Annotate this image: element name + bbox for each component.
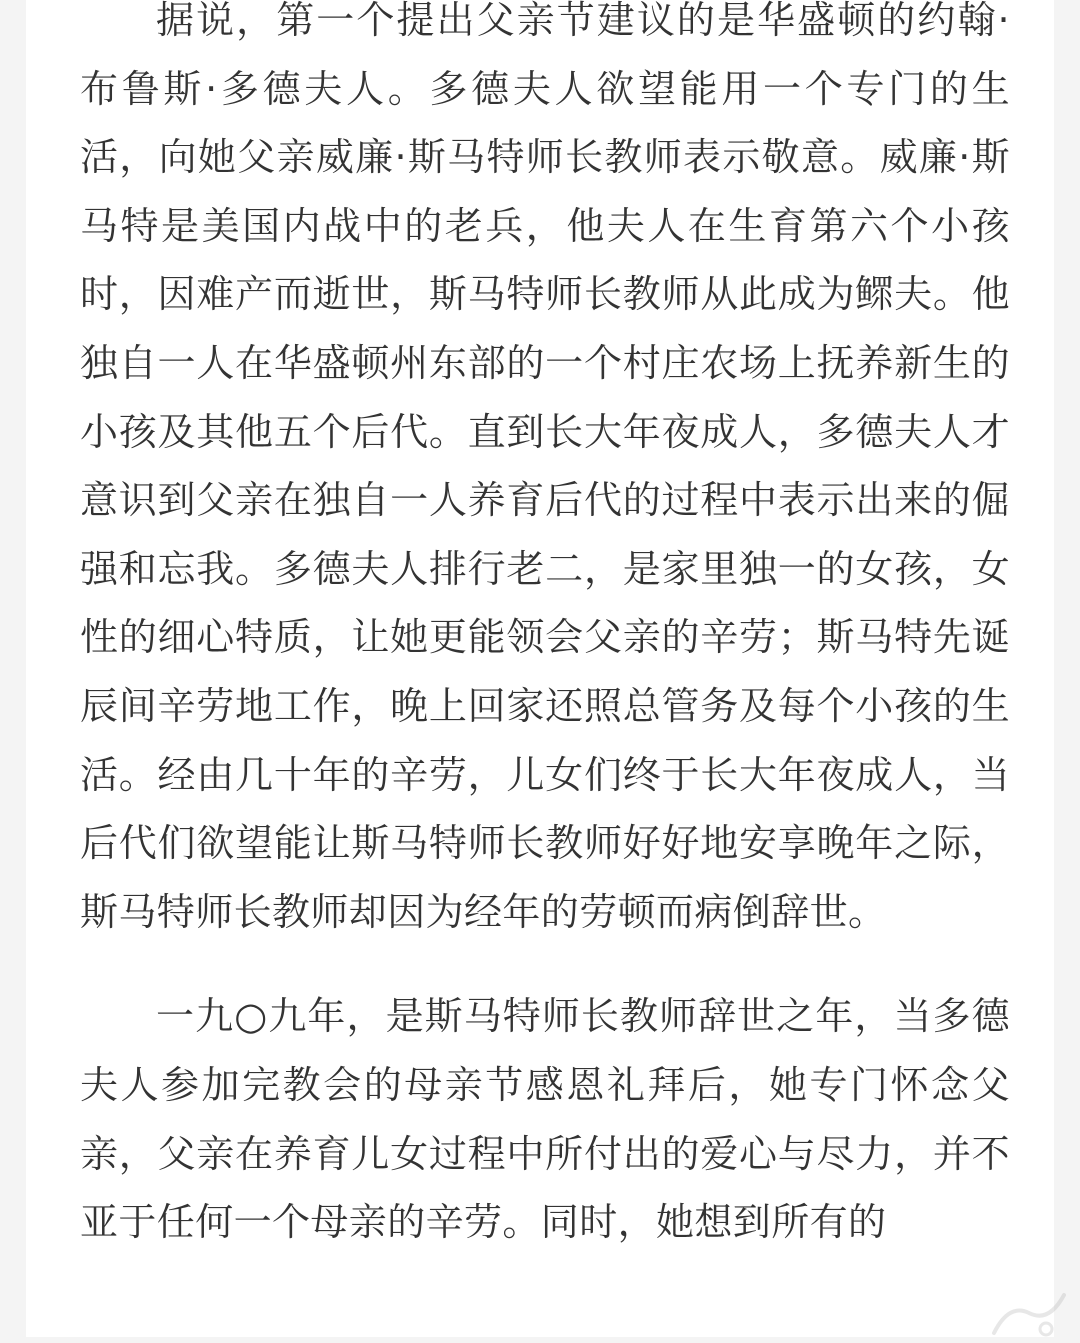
watermark-icon	[984, 1283, 1074, 1343]
article-body	[80, 0, 1010, 1257]
paragraph-1: 据说，第一个提出父亲节建议的是华盛顿的约翰·布鲁斯·多德夫人。多德夫人欲望能用一个专门的生活，向她父亲威廉·斯马特师长教师表示敬意。威廉·斯马特是美国内战中的老兵，他夫人在生育第六个小孩时，因难产而逝世，斯马特师长教师从此成为鳏夫。他独自一人在华盛顿州东部的一个村庄农场上抚养新生的小孩及其他五个后代。直到长大年夜成人，多德夫人才意识到父亲在独自一人养育后代的过程中表示出来的倔强和忘我。多德夫人排行老二，是家里独一的女孩，女性的细心特质，让她更能领会父亲的辛劳；斯马特先诞辰间辛劳地工作，晚上回家还照总管务及每个小孩的生活。经由几十年的辛劳，儿女们终于长大年夜成人，当后代们欲望能让斯马特师长教师好好地安享晚年之际，斯马特师长教师却因为经年的劳顿而病倒辞世。	[80, 0, 1010, 934]
paragraph-2: 一九○九年，是斯马特师长教师辞世之年，当多德夫人参加完教会的母亲节感恩礼拜后，她专门怀念父亲，父亲在养育儿女过程中所付出的爱心与尽力，并不亚于任何一个母亲的辛劳。同时，她想到所有的	[80, 994, 1010, 1245]
